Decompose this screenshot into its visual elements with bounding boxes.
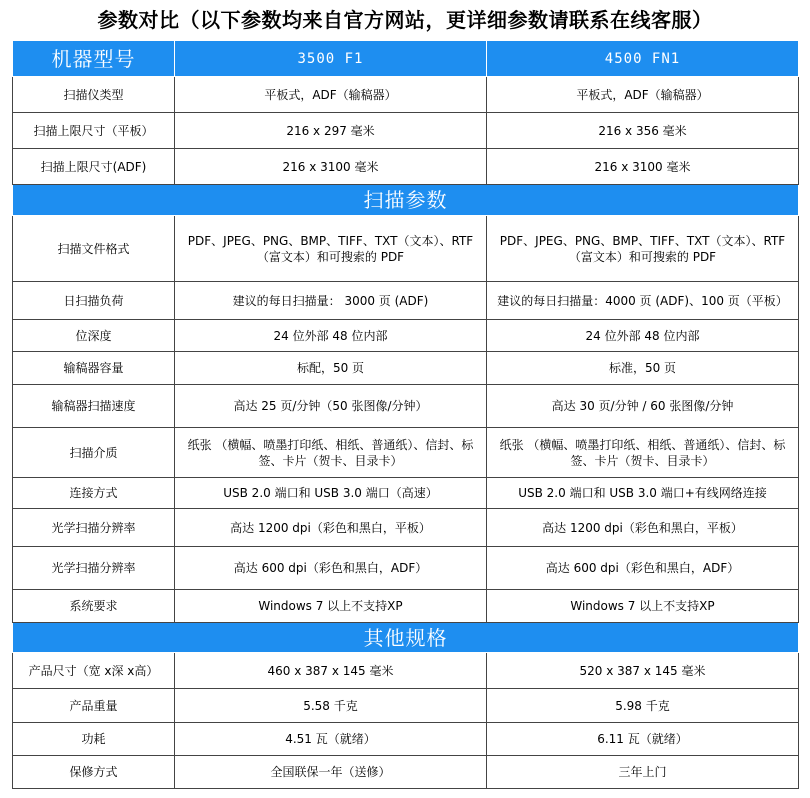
table-row bbox=[13, 320, 799, 352]
section-header-row bbox=[13, 185, 799, 216]
cell-3500: Windows 7 以上不支持XP bbox=[175, 590, 487, 623]
cell-4500: 520 x 387 x 145 毫米 bbox=[487, 653, 799, 689]
row-label: 输稿器容量 bbox=[13, 352, 175, 385]
row-label: 连接方式 bbox=[13, 478, 175, 509]
table-row bbox=[13, 77, 799, 113]
model-name-4500: 4500 FN1 bbox=[487, 41, 799, 77]
spec-table bbox=[12, 40, 799, 789]
cell-3500: 460 x 387 x 145 毫米 bbox=[175, 653, 487, 689]
table-row bbox=[13, 756, 799, 789]
row-label: 产品尺寸（宽 x深 x高） bbox=[13, 653, 175, 689]
cell-3500: 高达 1200 dpi（彩色和黑白，平板） bbox=[175, 509, 487, 547]
cell-3500: 216 x 297 毫米 bbox=[175, 113, 487, 149]
model-name-3500: 3500 F1 bbox=[175, 41, 487, 77]
model-header-label: 机器型号 bbox=[13, 41, 175, 77]
cell-4500: 高达 1200 dpi（彩色和黑白，平板） bbox=[487, 509, 799, 547]
section-header-row bbox=[13, 623, 799, 653]
cell-3500: 24 位外部 48 位内部 bbox=[175, 320, 487, 352]
cell-4500: 216 x 356 毫米 bbox=[487, 113, 799, 149]
cell-4500: 高达 600 dpi（彩色和黑白，ADF） bbox=[487, 547, 799, 590]
cell-3500: USB 2.0 端口和 USB 3.0 端口（高速） bbox=[175, 478, 487, 509]
cell-3500: 高达 25 页/分钟（50 张图像/分钟） bbox=[175, 385, 487, 428]
table-row bbox=[13, 509, 799, 547]
cell-3500: 全国联保一年（送修） bbox=[175, 756, 487, 789]
cell-4500: 216 x 3100 毫米 bbox=[487, 149, 799, 185]
cell-3500: 5.58 千克 bbox=[175, 689, 487, 723]
cell-4500: Windows 7 以上不支持XP bbox=[487, 590, 799, 623]
table-row bbox=[13, 478, 799, 509]
row-label: 光学扫描分辨率 bbox=[13, 547, 175, 590]
cell-4500: 三年上门 bbox=[487, 756, 799, 789]
model-header-row bbox=[13, 41, 799, 77]
section-title: 其他规格 bbox=[13, 623, 799, 653]
row-label: 扫描文件格式 bbox=[13, 216, 175, 282]
row-label: 保修方式 bbox=[13, 756, 175, 789]
cell-4500: 5.98 千克 bbox=[487, 689, 799, 723]
page-title: 参数对比（以下参数均来自官方网站，更详细参数请联系在线客服） bbox=[97, 8, 713, 32]
row-label: 产品重量 bbox=[13, 689, 175, 723]
table-row bbox=[13, 216, 799, 282]
table-row bbox=[13, 428, 799, 478]
row-label: 位深度 bbox=[13, 320, 175, 352]
table-row bbox=[13, 385, 799, 428]
row-label: 系统要求 bbox=[13, 590, 175, 623]
cell-3500: 平板式，ADF（输稿器） bbox=[175, 77, 487, 113]
table-row bbox=[13, 689, 799, 723]
cell-3500: 高达 600 dpi（彩色和黑白，ADF） bbox=[175, 547, 487, 590]
table-row bbox=[13, 547, 799, 590]
cell-4500: PDF、JPEG、PNG、BMP、TIFF、TXT（文本）、RTF（富文本）和可搜索的 PDF bbox=[487, 216, 799, 282]
spec-table-body bbox=[13, 41, 799, 789]
row-label: 扫描介质 bbox=[13, 428, 175, 478]
cell-4500: 纸张 （横幅、喷墨打印纸、相纸、普通纸）、信封、标签、卡片（贺卡、目录卡） bbox=[487, 428, 799, 478]
row-label: 日扫描负荷 bbox=[13, 282, 175, 320]
table-row bbox=[13, 590, 799, 623]
table-row bbox=[13, 282, 799, 320]
table-row bbox=[13, 113, 799, 149]
cell-3500: 4.51 瓦（就绪） bbox=[175, 723, 487, 756]
row-label: 输稿器扫描速度 bbox=[13, 385, 175, 428]
cell-3500: 216 x 3100 毫米 bbox=[175, 149, 487, 185]
cell-3500: 标配，50 页 bbox=[175, 352, 487, 385]
cell-4500: 标准，50 页 bbox=[487, 352, 799, 385]
table-row bbox=[13, 149, 799, 185]
cell-4500: 平板式，ADF（输稿器） bbox=[487, 77, 799, 113]
row-label: 光学扫描分辨率 bbox=[13, 509, 175, 547]
cell-4500: 高达 30 页/分钟 / 60 张图像/分钟 bbox=[487, 385, 799, 428]
row-label: 功耗 bbox=[13, 723, 175, 756]
cell-4500: 建议的每日扫描量：4000 页 (ADF)、100 页（平板） bbox=[487, 282, 799, 320]
cell-3500: 纸张 （横幅、喷墨打印纸、相纸、普通纸）、信封、标签、卡片（贺卡、目录卡） bbox=[175, 428, 487, 478]
section-title: 扫描参数 bbox=[13, 185, 799, 216]
row-label: 扫描仪类型 bbox=[13, 77, 175, 113]
cell-3500: 建议的每日扫描量： 3000 页 (ADF) bbox=[175, 282, 487, 320]
row-label: 扫描上限尺寸(ADF) bbox=[13, 149, 175, 185]
cell-3500: PDF、JPEG、PNG、BMP、TIFF、TXT（文本）、RTF（富文本）和可搜索的 PDF bbox=[175, 216, 487, 282]
table-row bbox=[13, 723, 799, 756]
cell-4500: 24 位外部 48 位内部 bbox=[487, 320, 799, 352]
cell-4500: 6.11 瓦（就绪） bbox=[487, 723, 799, 756]
cell-4500: USB 2.0 端口和 USB 3.0 端口+有线网络连接 bbox=[487, 478, 799, 509]
table-row bbox=[13, 352, 799, 385]
row-label: 扫描上限尺寸（平板） bbox=[13, 113, 175, 149]
table-row bbox=[13, 653, 799, 689]
